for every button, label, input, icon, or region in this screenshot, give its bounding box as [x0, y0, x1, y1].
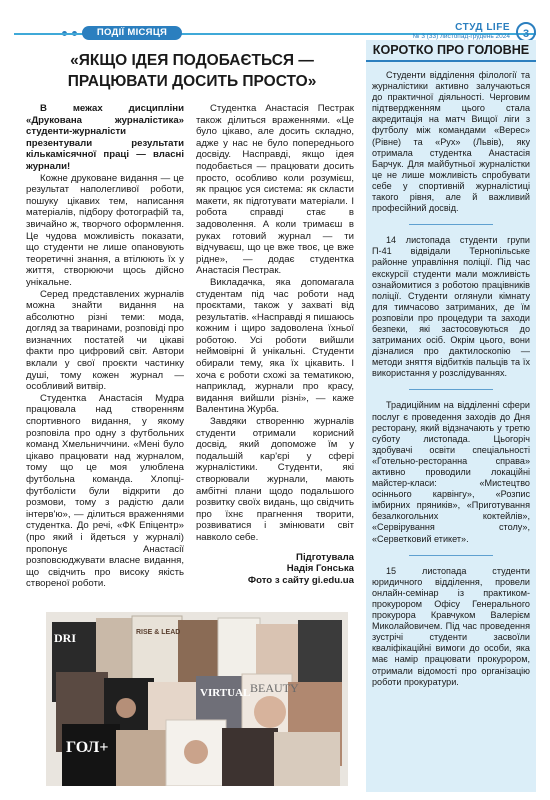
news-item: 15 листопада студенти юридичного відділення, провели онлайн-семінар із практиком-прокурором Офісу Генерального прокурора Кравчуком Валерієм Миколайовичем. Під час проведення зустрічі студенти засвоїли кваліфікаційні вимоги до особи, яка має намір працювати прокурором, отримали відомості про організацію роботи прокуратури. — [372, 565, 530, 687]
article-column-1 — [26, 103, 184, 590]
photo-credit: Фото з сайту gi.edu.ua — [247, 574, 354, 586]
news-divider — [409, 224, 493, 225]
article-paragraph: Викладачка, яка допомагала студентам під час роботи над проєктами, також у захваті від результатів. «Насправді я пишаюсь кожним і щиро задоволена їхньої роботою. Усі роботи вийшли неймовірні й унікальні. Студенти обирали тему, яка їх цікавить. І хоча є роботи схожі за тематикою, наприклад, журнали про красу, видання вийшли різні», — каже Валентина Журба. — [196, 276, 354, 416]
magazines-illustration — [46, 612, 348, 786]
news-divider — [409, 389, 493, 390]
magazines-photo — [46, 612, 348, 786]
issue-info: № 3 (33) листопад-грудень 2024 — [412, 33, 510, 40]
news-item: Традиційним на відділенні сфери послуг є проведення заходів до Дня ресторану, який відзначають у третю суботу листопада. Цьогоріч здобувачі освіти спеціальності «Готельно-ресторанна справа» активно проводили локаційні майстер-класи: «Мистецтво осіннього карвінгу», «Розпис імбирних пряників», «Приготування безалкогольних коктейлів», «Сервірування столу», «Серветковий етикет». — [372, 400, 530, 544]
brand-name: СТУД LIFE — [455, 22, 510, 33]
article-paragraph: Студентка Анастасія Мудра працювала над створенням спортивного видання, у якому розповіла про одну з футбольних команд Хмельниччини. «Мені було цікаво працювати над журналом, тому що це моя улюблена футбольна команда. Хлопці-футболісти були відкрити до розмови, тому з радістю дали інтерв'ю», — ділиться враженнями студентка. До речі, «ФК Епіцентр» (про який і йдеться у журналі) пропонує Анастасії розповсюджувати власне видання, що свідчить про високу якість створеної роботи. — [26, 392, 184, 590]
magazine-title: DRI — [54, 631, 77, 645]
article-signature — [196, 552, 354, 587]
page-number: 3 — [516, 22, 536, 42]
news-divider — [409, 555, 493, 556]
article-title: «ЯКЩО ІДЕЯ ПОДОБАЄТЬСЯ — ПРАЦЮВАТИ ДОСИТЬ ПРОСТО» — [67, 52, 317, 90]
news-item: 14 листопада студенти групи П-41 відвідали Тернопільське районне управління поліції. Під час екскурсії студенти мали можливість ознайомитися з роботою працівників поліції. Студенти оглянули кімнату для тимчасово затриманих, де їм розповіли про процедури та заходи безпеки, які застосовуються до затриманих осіб. Окрім цього, вони дізналися про дактилоскопію — методи зняття відбитків пальців та їх використання у розслідуваннях. — [372, 235, 530, 379]
signature-prepared: Підготувала — [296, 551, 354, 563]
article-paragraph: Серед представлених журналів можна знайти видання на абсолютно різні теми: мода, догляд за тваринами, розповіді про визначних постатей чи цікаві факти про цифровий світ. Автори вклали у свої проєкти частинку душі, тому кожен журнал — особливий витвір. — [26, 288, 184, 393]
magazine-title: RISE & LEAD — [136, 629, 181, 636]
sidebar-news — [372, 70, 530, 698]
magazine-title: VIRTUAL — [200, 687, 251, 699]
article-paragraph: Студентка Анастасія Пестрак також ділиться враженнями. «Це було цікаво, але досить складно, адже у нас не було попереднього досвіду. Насправді, якщо ідея подобається — працювати досить просто, особливо коли розумієш, як працює уся система: як скласти макети, як підготувати матеріали. І робота справді стає в задоволення. А коли тримаєш в руках готовий журнал — ти відчуваєш, що це вже твоє, це вже рідне», — додає студентка Анастасія Пестрак. — [196, 103, 354, 277]
magazine-title: ГОЛ+ — [66, 739, 109, 756]
section-label: ПОДІЇ МІСЯЦЯ — [82, 26, 182, 40]
sidebar-title: КОРОТКО ПРО ГОЛОВНЕ — [372, 43, 530, 57]
article-column-2 — [196, 103, 354, 586]
sidebar-rule — [366, 60, 536, 62]
magazine-title: BEAUTY — [250, 681, 299, 695]
signature-author: Надія Гонська — [286, 563, 354, 575]
article-lead: В межах дисципліни «Друкована журналістика» студенти-журналісти презентували результати кількамісячної праці — власні журнали! — [26, 103, 184, 172]
magazine-brand — [413, 22, 510, 41]
article-paragraph: Кожне друковане видання — це результат наполегливої роботи, пошуку цікавих тем, написання матеріалів, підбору фотографій та, звичайно ж, творчого оформлення. Це чудова можливість показати, що студенти не лише опановують теоретичні знання, а втілюють їх у життя, створюючи щось дійсно унікальне. — [26, 172, 184, 288]
article-paragraph: Завдяки створенню журналів студенти отримали корисний досвід, який допоможе їм у подальшій кар'єрі у сфері журналістики. Студенти, які створювали журнали, мають амбітні плани щодо подальшого розвитку своїх видань, що свідчить про їхнє прагнення творити, розвиватися і змінювати світ навколо себе. — [196, 416, 354, 543]
news-item: Студенти відділення філології та журналістики активно залучаються до практичної діяльності. Черговим підтвердженням цього стала акредитація на матч Вищої ліги з футболу між командами «Верес» (Рівне) та «Рух» (Львів), яку отримала студентка Анастасія Барчук. Для майбутньої журналістки це не лише можливість спробувати себе у спортивній журналістиці такого рівня, але й важливий професійний досвід. — [372, 70, 530, 214]
